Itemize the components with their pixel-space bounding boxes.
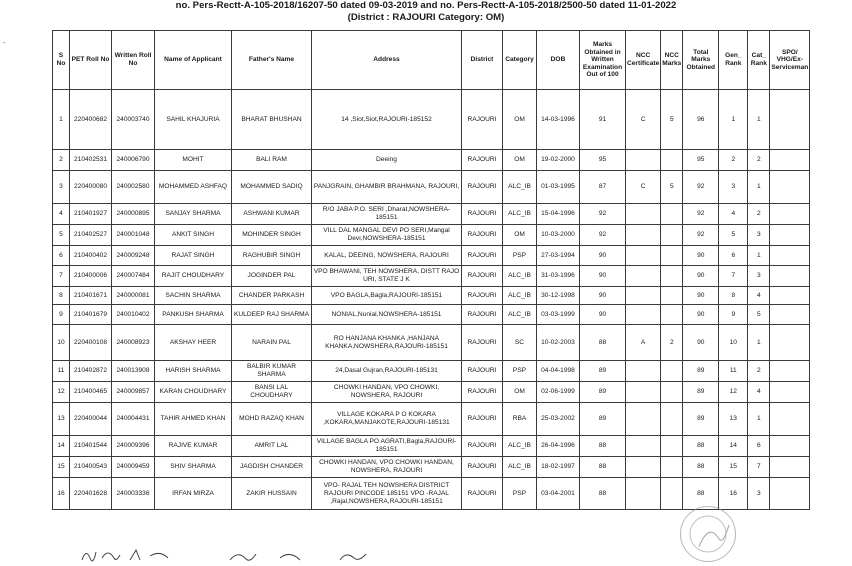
col-sno-cell: 13 xyxy=(53,403,70,436)
col-sno-cell: 2 xyxy=(53,150,70,171)
col-written-roll-cell: 240010402 xyxy=(112,305,155,325)
col-spo-vhg-cell xyxy=(770,436,810,457)
col-spo-vhg-cell xyxy=(770,90,810,150)
col-spo-vhg-cell xyxy=(770,287,810,305)
col-written-roll-cell: 240001048 xyxy=(112,225,155,246)
col-district-cell: RAJOURI xyxy=(462,90,503,150)
col-cat-rank-cell: 3 xyxy=(748,266,770,287)
col-category-cell: ALC_IB xyxy=(503,266,537,287)
col-written-roll-header: Written Roll No xyxy=(112,31,155,90)
col-applicant-name-cell: SAHIL KHAJURIA xyxy=(155,90,232,150)
table-row xyxy=(53,478,810,510)
col-father-name-cell: BHARAT BHUSHAN xyxy=(232,90,312,150)
col-written-marks-cell: 88 xyxy=(580,436,626,457)
col-written-marks-cell: 92 xyxy=(580,225,626,246)
col-dob-cell: 19-02-2000 xyxy=(537,150,580,171)
col-written-marks-cell: 89 xyxy=(580,382,626,403)
col-gen-rank-cell: 6 xyxy=(719,246,748,266)
col-ncc-certificate-cell xyxy=(626,225,661,246)
col-district-cell: RAJOURI xyxy=(462,361,503,382)
col-father-name-cell: ZAKIR HUSSAIN xyxy=(232,478,312,510)
col-sno-header: S No xyxy=(53,31,70,90)
col-dob-cell: 03-04-2001 xyxy=(537,478,580,510)
col-ncc-marks-cell xyxy=(661,246,683,266)
col-dob-cell: 03-03-1999 xyxy=(537,305,580,325)
col-pet-roll-cell: 220400682 xyxy=(70,90,112,150)
col-applicant-name-cell: RAJAT SINGH xyxy=(155,246,232,266)
col-written-marks-cell: 88 xyxy=(580,478,626,510)
col-applicant-name-cell: MOHAMMED ASHFAQ xyxy=(155,171,232,204)
col-address-header: Address xyxy=(312,31,462,90)
col-ncc-marks-cell xyxy=(661,382,683,403)
col-written-roll-cell: 240009857 xyxy=(112,382,155,403)
col-cat-rank-cell: 5 xyxy=(748,305,770,325)
col-pet-roll-cell: 210401927 xyxy=(70,204,112,225)
col-district-cell: RAJOURI xyxy=(462,204,503,225)
col-total-marks-cell: 89 xyxy=(683,403,719,436)
col-ncc-marks-cell: 5 xyxy=(661,171,683,204)
col-address-cell: VPO- RAJAL TEH NOWSHERA DISTRICT RAJOURI PINCODE 185151 VPO -RAJAL ,Rajal,NOWSHERA,RAJOURI-185151 xyxy=(312,478,462,510)
col-ncc-certificate-cell xyxy=(626,403,661,436)
col-ncc-marks-cell xyxy=(661,287,683,305)
col-category-cell: PSP xyxy=(503,246,537,266)
col-category-cell: SC xyxy=(503,325,537,361)
col-total-marks-cell: 90 xyxy=(683,305,719,325)
col-dob-cell: 14-03-1996 xyxy=(537,90,580,150)
col-pet-roll-cell: 210402872 xyxy=(70,361,112,382)
col-ncc-marks-cell xyxy=(661,361,683,382)
col-written-marks-cell: 87 xyxy=(580,171,626,204)
col-father-name-cell: MOHAMMED SADIQ xyxy=(232,171,312,204)
col-cat-rank-cell: 4 xyxy=(748,382,770,403)
col-dob-cell: 18-02-1997 xyxy=(537,457,580,478)
col-gen-rank-cell: 2 xyxy=(719,150,748,171)
col-spo-vhg-cell xyxy=(770,382,810,403)
table-row xyxy=(53,305,810,325)
col-sno-cell: 9 xyxy=(53,305,70,325)
col-total-marks-cell: 95 xyxy=(683,150,719,171)
col-address-cell: PANJGRAIN, GHAMBIR BRAHMANA, RAJOURI, xyxy=(312,171,462,204)
district-category-line: (District : RAJOURI Category: OM) xyxy=(347,12,505,23)
col-written-marks-cell: 88 xyxy=(580,457,626,478)
col-spo-vhg-cell xyxy=(770,457,810,478)
col-pet-roll-header: PET Roll No xyxy=(70,31,112,90)
col-district-cell: RAJOURI xyxy=(462,171,503,204)
col-ncc-marks-cell xyxy=(661,436,683,457)
col-total-marks-cell: 96 xyxy=(683,90,719,150)
signature-scribbles xyxy=(80,546,520,563)
col-address-cell: CHOWKI HANDAN, VPO CHOWKI HANDAN, NOWSHERA, RAJOURI xyxy=(312,457,462,478)
col-category-cell: OM xyxy=(503,382,537,403)
col-written-roll-cell: 240009459 xyxy=(112,457,155,478)
col-gen-rank-cell: 1 xyxy=(719,90,748,150)
col-father-name-header: Father's Name xyxy=(232,31,312,90)
col-written-roll-cell: 240013908 xyxy=(112,361,155,382)
col-sno-cell: 10 xyxy=(53,325,70,361)
col-pet-roll-cell: 210400543 xyxy=(70,457,112,478)
col-sno-cell: 8 xyxy=(53,287,70,305)
col-ncc-certificate-cell xyxy=(626,246,661,266)
col-father-name-cell: ASHWANI KUMAR xyxy=(232,204,312,225)
col-district-cell: RAJOURI xyxy=(462,382,503,403)
col-ncc-marks-cell xyxy=(661,403,683,436)
col-pet-roll-cell: 210401544 xyxy=(70,436,112,457)
col-spo-vhg-cell xyxy=(770,150,810,171)
col-address-cell: VPO BAGLA,Bagla,RAJOURI-185151 xyxy=(312,287,462,305)
col-spo-vhg-cell xyxy=(770,403,810,436)
col-father-name-cell: BANSI LAL CHOUDHARY xyxy=(232,382,312,403)
col-spo-vhg-cell xyxy=(770,246,810,266)
col-pet-roll-cell: 210400402 xyxy=(70,246,112,266)
col-ncc-marks-cell xyxy=(661,457,683,478)
col-total-marks-cell: 88 xyxy=(683,436,719,457)
col-pet-roll-cell: 210402531 xyxy=(70,150,112,171)
col-gen-rank-cell: 11 xyxy=(719,361,748,382)
col-written-roll-cell: 240008923 xyxy=(112,325,155,361)
col-cat-rank-cell: 2 xyxy=(748,204,770,225)
col-dob-cell: 25-03-2002 xyxy=(537,403,580,436)
col-ncc-certificate-cell: C xyxy=(626,90,661,150)
col-written-roll-cell: 240009248 xyxy=(112,246,155,266)
col-category-cell: PSP xyxy=(503,361,537,382)
col-district-cell: RAJOURI xyxy=(462,403,503,436)
col-ncc-marks-cell xyxy=(661,150,683,171)
col-gen-rank-cell: 4 xyxy=(719,204,748,225)
col-dob-cell: 04-04-1998 xyxy=(537,361,580,382)
col-address-cell: CHOWKI HANDAN, VPO CHOWKI, NOWSHERA, RAJOURI xyxy=(312,382,462,403)
col-applicant-name-cell: AKSHAY HEER xyxy=(155,325,232,361)
col-total-marks-cell: 92 xyxy=(683,225,719,246)
col-gen-rank-cell: 15 xyxy=(719,457,748,478)
col-category-cell: ALC_IB xyxy=(503,436,537,457)
col-sno-cell: 7 xyxy=(53,266,70,287)
col-category-cell: ALC_IB xyxy=(503,287,537,305)
col-gen-rank-header: Gen_ Rank xyxy=(719,31,748,90)
col-total-marks-cell: 90 xyxy=(683,287,719,305)
table-row xyxy=(53,457,810,478)
col-spo-vhg-cell xyxy=(770,361,810,382)
col-ncc-certificate-cell xyxy=(626,305,661,325)
col-ncc-marks-cell xyxy=(661,478,683,510)
col-sno-cell: 1 xyxy=(53,90,70,150)
col-dob-cell: 31-03-1996 xyxy=(537,266,580,287)
col-total-marks-cell: 88 xyxy=(683,478,719,510)
col-ncc-marks-header: NCC Marks xyxy=(661,31,683,90)
col-address-cell: RO HANJANA KHANKA ,HANJANA KHANKA,NOWSHERA,RAJOURI-185151 xyxy=(312,325,462,361)
col-address-cell: Deeing xyxy=(312,150,462,171)
col-written-roll-cell: 240002580 xyxy=(112,171,155,204)
col-father-name-cell: MOHINDER SINGH xyxy=(232,225,312,246)
col-district-cell: RAJOURI xyxy=(462,305,503,325)
col-dob-header: DOB xyxy=(537,31,580,90)
col-category-cell: OM xyxy=(503,90,537,150)
col-sno-cell: 15 xyxy=(53,457,70,478)
col-father-name-cell: CHANDER PARKASH xyxy=(232,287,312,305)
col-spo-vhg-cell xyxy=(770,305,810,325)
col-written-marks-cell: 90 xyxy=(580,305,626,325)
col-cat-rank-cell: 6 xyxy=(748,436,770,457)
col-ncc-certificate-cell xyxy=(626,478,661,510)
table-body xyxy=(53,90,810,510)
col-gen-rank-cell: 3 xyxy=(719,171,748,204)
col-father-name-cell: BALI RAM xyxy=(232,150,312,171)
table-row xyxy=(53,150,810,171)
col-applicant-name-cell: MOHIT xyxy=(155,150,232,171)
table-row xyxy=(53,436,810,457)
table-row xyxy=(53,266,810,287)
merit-list-table xyxy=(52,30,810,510)
col-district-cell: RAJOURI xyxy=(462,225,503,246)
col-spo-vhg-cell xyxy=(770,478,810,510)
col-spo-vhg-cell xyxy=(770,225,810,246)
header-row xyxy=(53,31,810,90)
col-category-cell: OM xyxy=(503,150,537,171)
col-dob-cell: 15-04-1996 xyxy=(537,204,580,225)
col-written-roll-cell: 240003336 xyxy=(112,478,155,510)
col-dob-cell: 30-12-1998 xyxy=(537,287,580,305)
col-dob-cell: 27-03-1994 xyxy=(537,246,580,266)
col-total-marks-cell: 89 xyxy=(683,382,719,403)
col-district-cell: RAJOURI xyxy=(462,436,503,457)
col-pet-roll-cell: 210401671 xyxy=(70,287,112,305)
table-row xyxy=(53,171,810,204)
col-cat-rank-cell: 1 xyxy=(748,171,770,204)
col-total-marks-cell: 90 xyxy=(683,246,719,266)
col-ncc-certificate-cell: C xyxy=(626,171,661,204)
col-ncc-certificate-cell xyxy=(626,436,661,457)
col-ncc-certificate-cell xyxy=(626,361,661,382)
col-written-roll-cell: 240003740 xyxy=(112,90,155,150)
col-father-name-cell: NARAIN PAL xyxy=(232,325,312,361)
col-written-roll-cell: 240000081 xyxy=(112,287,155,305)
table-row xyxy=(53,361,810,382)
col-total-marks-cell: 90 xyxy=(683,266,719,287)
col-category-cell: ALC_IB xyxy=(503,305,537,325)
col-category-cell: RBA xyxy=(503,403,537,436)
col-ncc-certificate-cell xyxy=(626,382,661,403)
col-sno-cell: 14 xyxy=(53,436,70,457)
document-header xyxy=(0,0,852,24)
table-row xyxy=(53,204,810,225)
col-spo-vhg-header: SPO/ VHG/Ex-Serviceman xyxy=(770,31,810,90)
col-written-marks-cell: 90 xyxy=(580,246,626,266)
col-cat-rank-cell: 3 xyxy=(748,478,770,510)
col-written-marks-cell: 90 xyxy=(580,266,626,287)
col-pet-roll-cell: 210401679 xyxy=(70,305,112,325)
col-father-name-cell: AMRIT LAL xyxy=(232,436,312,457)
col-father-name-cell: BALBIR KUMAR SHARMA xyxy=(232,361,312,382)
col-applicant-name-cell: TAHIR AHMED KHAN xyxy=(155,403,232,436)
table-row xyxy=(53,325,810,361)
col-total-marks-cell: 92 xyxy=(683,171,719,204)
col-applicant-name-cell: PANKUSH SHARMA xyxy=(155,305,232,325)
col-sno-cell: 4 xyxy=(53,204,70,225)
col-cat-rank-cell: 3 xyxy=(748,225,770,246)
col-cat-rank-header: Cat_ Rank xyxy=(748,31,770,90)
col-pet-roll-cell: 210400465 xyxy=(70,382,112,403)
col-spo-vhg-cell xyxy=(770,171,810,204)
col-written-marks-cell: 89 xyxy=(580,403,626,436)
col-cat-rank-cell: 2 xyxy=(748,361,770,382)
col-category-header: Category xyxy=(503,31,537,90)
col-ncc-marks-cell xyxy=(661,305,683,325)
col-category-cell: ALC_IB xyxy=(503,457,537,478)
col-cat-rank-cell: 1 xyxy=(748,403,770,436)
col-district-cell: RAJOURI xyxy=(462,457,503,478)
official-stamp xyxy=(680,506,736,562)
col-cat-rank-cell: 1 xyxy=(748,246,770,266)
col-district-cell: RAJOURI xyxy=(462,287,503,305)
margin-mark: - xyxy=(3,38,6,47)
col-total-marks-cell: 88 xyxy=(683,457,719,478)
col-gen-rank-cell: 13 xyxy=(719,403,748,436)
col-category-cell: ALC_IB xyxy=(503,171,537,204)
col-total-marks-header: Total Marks Obtained xyxy=(683,31,719,90)
col-dob-cell: 10-02-2003 xyxy=(537,325,580,361)
col-pet-roll-cell: 220400044 xyxy=(70,403,112,436)
col-ncc-certificate-cell xyxy=(626,287,661,305)
col-cat-rank-cell: 1 xyxy=(748,90,770,150)
col-cat-rank-cell: 2 xyxy=(748,150,770,171)
col-applicant-name-cell: HARISH SHARMA xyxy=(155,361,232,382)
col-address-cell: VILLAGE KOKARA P O KOKARA ,KOKARA,MANJAKOTE,RAJOURI-185131 xyxy=(312,403,462,436)
col-cat-rank-cell: 4 xyxy=(748,287,770,305)
col-spo-vhg-cell xyxy=(770,325,810,361)
col-district-cell: RAJOURI xyxy=(462,150,503,171)
col-ncc-certificate-cell xyxy=(626,457,661,478)
col-father-name-cell: JAGDISH CHANDER xyxy=(232,457,312,478)
col-district-cell: RAJOURI xyxy=(462,325,503,361)
col-ncc-marks-cell xyxy=(661,204,683,225)
col-written-marks-cell: 95 xyxy=(580,150,626,171)
col-address-cell: VILLAGE BAGLA PO AGRATI,Bagla,RAJOURI-185151 xyxy=(312,436,462,457)
col-applicant-name-header: Name of Applicant xyxy=(155,31,232,90)
col-gen-rank-cell: 16 xyxy=(719,478,748,510)
col-applicant-name-cell: RAJIVE KUMAR xyxy=(155,436,232,457)
col-sno-cell: 12 xyxy=(53,382,70,403)
col-category-cell: ALC_IB xyxy=(503,204,537,225)
col-applicant-name-cell: KARAN CHOUDHARY xyxy=(155,382,232,403)
col-spo-vhg-cell xyxy=(770,204,810,225)
col-ncc-certificate-cell xyxy=(626,204,661,225)
col-gen-rank-cell: 10 xyxy=(719,325,748,361)
col-sno-cell: 5 xyxy=(53,225,70,246)
col-dob-cell: 02-06-1999 xyxy=(537,382,580,403)
col-written-marks-cell: 90 xyxy=(580,287,626,305)
col-spo-vhg-cell xyxy=(770,266,810,287)
col-gen-rank-cell: 8 xyxy=(719,287,748,305)
col-applicant-name-cell: SHIV SHARMA xyxy=(155,457,232,478)
col-written-roll-cell: 240006790 xyxy=(112,150,155,171)
col-address-cell: VILL DAL MANGAL DEVI PO SERI,Mangal Devi,NOWSHERA-185151 xyxy=(312,225,462,246)
col-address-cell: KALAL, DEEING, NOWSHERA, RAJOURI xyxy=(312,246,462,266)
col-sno-cell: 11 xyxy=(53,361,70,382)
col-father-name-cell: KULDEEP RAJ SHARMA xyxy=(232,305,312,325)
col-cat-rank-cell: 1 xyxy=(748,325,770,361)
col-gen-rank-cell: 5 xyxy=(719,225,748,246)
col-dob-cell: 01-03-1995 xyxy=(537,171,580,204)
col-written-roll-cell: 240004431 xyxy=(112,403,155,436)
col-category-cell: OM xyxy=(503,225,537,246)
table-row xyxy=(53,287,810,305)
col-ncc-marks-cell: 2 xyxy=(661,325,683,361)
col-applicant-name-cell: RAJIT CHOUDHARY xyxy=(155,266,232,287)
col-address-cell: 24,Dasal Gujran,RAJOURI-185131 xyxy=(312,361,462,382)
order-reference-line: no. Pers-Rectt-A-105-2018/16207-50 dated 09-03-2019 and no. Pers-Rectt-A-105-2018/2500-50 dated 11-01-2022 xyxy=(175,0,677,11)
col-pet-roll-cell: 210402527 xyxy=(70,225,112,246)
col-ncc-marks-cell: 5 xyxy=(661,90,683,150)
col-address-cell: NONIAL,Nunial,NOWSHERA-185151 xyxy=(312,305,462,325)
col-written-roll-cell: 240000895 xyxy=(112,204,155,225)
col-written-marks-cell: 88 xyxy=(580,325,626,361)
col-father-name-cell: MOHD RAZAQ KHAN xyxy=(232,403,312,436)
col-district-cell: RAJOURI xyxy=(462,478,503,510)
col-ncc-certificate-cell xyxy=(626,150,661,171)
col-ncc-certificate-header: NCC Certificate xyxy=(626,31,661,90)
table-row xyxy=(53,382,810,403)
col-gen-rank-cell: 7 xyxy=(719,266,748,287)
col-sno-cell: 3 xyxy=(53,171,70,204)
col-pet-roll-cell: 220400108 xyxy=(70,325,112,361)
table-row xyxy=(53,403,810,436)
col-applicant-name-cell: ANKIT SINGH xyxy=(155,225,232,246)
col-written-marks-cell: 89 xyxy=(580,361,626,382)
col-applicant-name-cell: SANJAY SHARMA xyxy=(155,204,232,225)
col-father-name-cell: RAGHUBIR SINGH xyxy=(232,246,312,266)
col-written-roll-cell: 240009396 xyxy=(112,436,155,457)
col-total-marks-cell: 92 xyxy=(683,204,719,225)
col-written-marks-cell: 91 xyxy=(580,90,626,150)
table-row xyxy=(53,246,810,266)
col-cat-rank-cell: 7 xyxy=(748,457,770,478)
col-ncc-certificate-cell: A xyxy=(626,325,661,361)
col-address-cell: R/O JABA P.O. SERI ,Dharat,NOWSHERA-185151 xyxy=(312,204,462,225)
col-ncc-marks-cell xyxy=(661,225,683,246)
col-applicant-name-cell: SACHIN SHARMA xyxy=(155,287,232,305)
col-gen-rank-cell: 9 xyxy=(719,305,748,325)
col-ncc-marks-cell xyxy=(661,266,683,287)
col-district-cell: RAJOURI xyxy=(462,246,503,266)
col-district-header: District xyxy=(462,31,503,90)
col-sno-cell: 16 xyxy=(53,478,70,510)
col-total-marks-cell: 89 xyxy=(683,361,719,382)
col-ncc-certificate-cell xyxy=(626,266,661,287)
col-father-name-cell: JOGINDER PAL xyxy=(232,266,312,287)
table-row xyxy=(53,225,810,246)
col-written-roll-cell: 240007484 xyxy=(112,266,155,287)
table-row xyxy=(53,90,810,150)
col-gen-rank-cell: 14 xyxy=(719,436,748,457)
col-district-cell: RAJOURI xyxy=(462,266,503,287)
col-written-marks-header: Marks Obtained in Written Examination Out of 100 xyxy=(580,31,626,90)
col-gen-rank-cell: 12 xyxy=(719,382,748,403)
col-dob-cell: 10-03-2000 xyxy=(537,225,580,246)
col-pet-roll-cell: 210400006 xyxy=(70,266,112,287)
col-address-cell: 14 ,Siot,Siot,RAJOURI-185152 xyxy=(312,90,462,150)
col-address-cell: VPO BHAWANI, TEH NOWSHERA, DISTT RAJO URI, STATE J K xyxy=(312,266,462,287)
col-sno-cell: 6 xyxy=(53,246,70,266)
col-written-marks-cell: 92 xyxy=(580,204,626,225)
col-total-marks-cell: 90 xyxy=(683,325,719,361)
col-dob-cell: 26-04-1996 xyxy=(537,436,580,457)
col-category-cell: PSP xyxy=(503,478,537,510)
col-pet-roll-cell: 220400080 xyxy=(70,171,112,204)
col-applicant-name-cell: IRFAN MIRZA xyxy=(155,478,232,510)
col-pet-roll-cell: 220401628 xyxy=(70,478,112,510)
